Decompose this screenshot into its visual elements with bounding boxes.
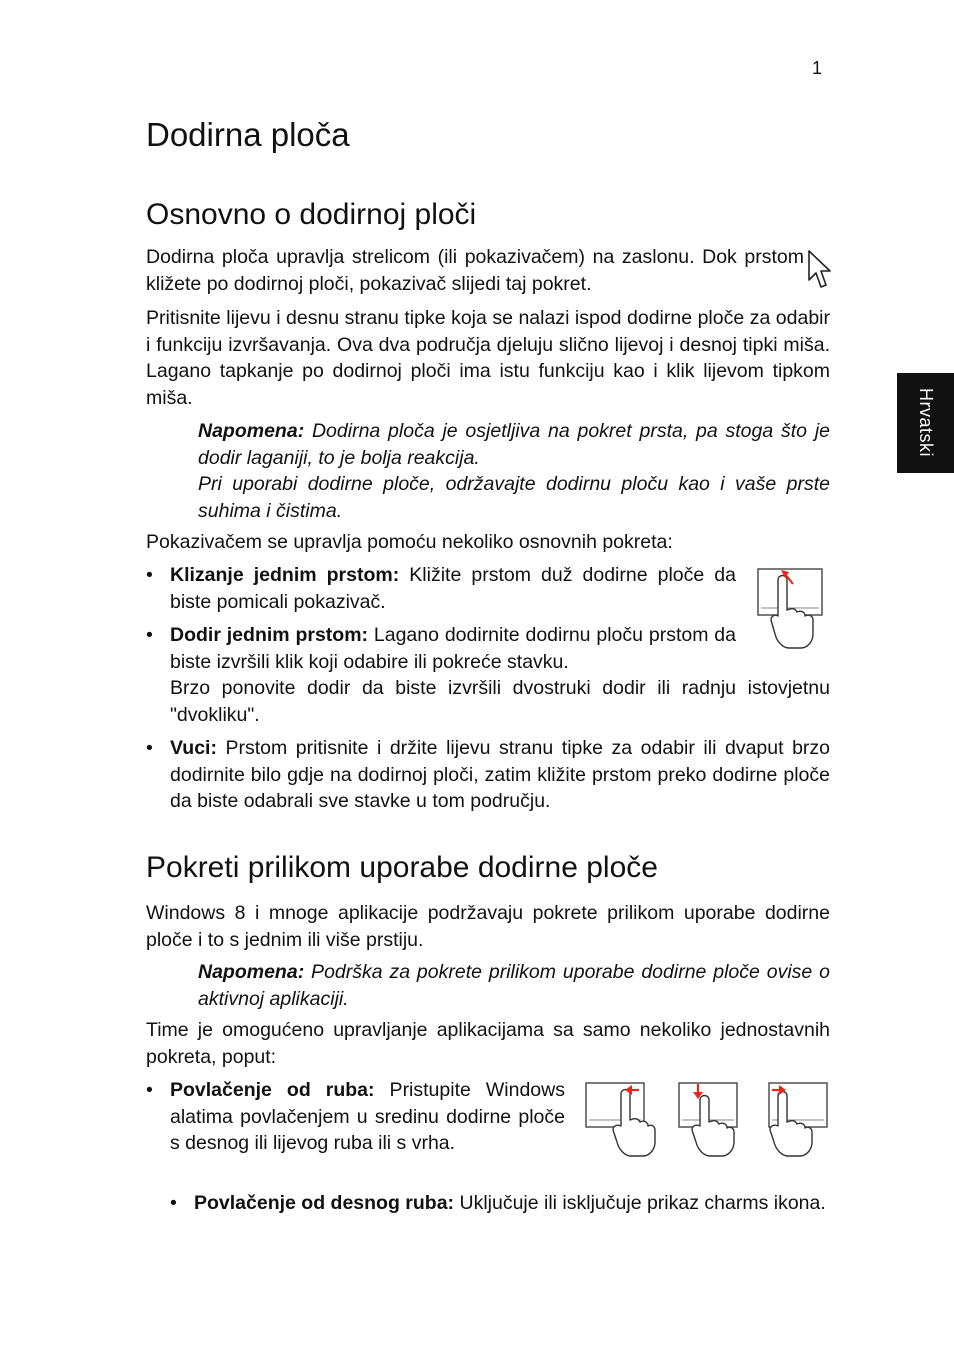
touchpad-swipe-top-edge-illustration (678, 1082, 750, 1158)
page-title: Dodirna ploča (146, 116, 350, 153)
bullet-marker: • (146, 1079, 153, 1101)
paragraph-windows8: Windows 8 i mnoge aplikacije podržavaju pokrete prilikom uporabe dodirne ploče i to s jednim ili više prstiju. (146, 902, 830, 951)
note-app-support (198, 959, 830, 1012)
bullet-marker: • (146, 624, 153, 646)
touchpad-swipe-left-edge-illustration (768, 1082, 840, 1158)
bullet-label: Vuci: (170, 737, 217, 759)
note-text: Podrška za pokrete prilikom uporabe dodirne ploče ovise o aktivnoj aplikaciji. (198, 961, 830, 1010)
touchpad-slide-illustration (757, 568, 825, 652)
language-side-tab (897, 373, 954, 473)
sub-bullet-label: Povlačenje od desnog ruba: (194, 1192, 455, 1214)
bullet-label: Povlačenje od ruba: (170, 1079, 375, 1101)
bullet-text: Kližite prstom duž dodirne ploče da biste pomicali pokazivač. (170, 564, 736, 613)
paragraph-buttons: Pritisnite lijevu i desnu stranu tipke koja se nalazi ispod dodirne ploče za odabir i funkciju izvršavanja. Ova dva područja djeluju slično lijevoj i desnoj tipki miša. Lagano tapkanje po dodirnoj ploči ima istu funkciju kao i klik lijevom tipkom miša. (146, 307, 830, 409)
bullet-single-finger-tap (170, 622, 736, 675)
bullet-text: Lagano dodirnite dodirnu ploču prstom da biste izvršili klik koji odabire ili pokreće stavku. (170, 624, 736, 673)
bullet-drag (170, 735, 830, 815)
sub-bullet-text: Uključuje ili isključuje prikaz charms ikona. (454, 1192, 826, 1214)
mouse-pointer-icon (808, 250, 832, 292)
note-label: Napomena: (198, 961, 305, 983)
note-label: Napomena: (198, 420, 305, 442)
bullet-label: Dodir jednim prstom: (170, 624, 369, 646)
bullet-text: Pristupite Windows alatima povlačenjem u sredinu dodirne ploče s desnog ili lijevog ruba ili s vrha. (170, 1079, 565, 1154)
bullet-label: Klizanje jednim prstom: (170, 564, 400, 586)
bullet-double-tap-note: Brzo ponovite dodir da biste izvršili dvostruki dodir ili radnju istovjetnu "dvokliku". (170, 677, 830, 726)
paragraph-simple-gestures: Time je omogućeno upravljanje aplikacijama sa samo nekoliko jednostavnih pokreta, poput: (146, 1019, 830, 1068)
bullet-marker: • (146, 564, 153, 586)
paragraph-intro: Dodirna ploča upravlja strelicom (ili pokazivačem) na zaslonu. Dok prstom kližete po dodirnoj ploči, pokazivač slijedi taj pokret. (146, 246, 804, 295)
sub-bullet-right-edge-swipe (194, 1190, 830, 1217)
section-heading-gestures: Pokreti prilikom uporabe dodirne ploče (146, 851, 658, 884)
bullet-edge-swipe (170, 1077, 565, 1157)
bullet-single-finger-slide (170, 562, 736, 615)
section-heading-basics: Osnovno o dodirnoj ploči (146, 198, 477, 231)
sub-bullet-marker: • (170, 1192, 177, 1214)
note-text: Dodirna ploča je osjetljiva na pokret prsta, pa stoga što je dodir laganiji, to je bolja reakcija. (198, 420, 830, 469)
bullet-text: Prstom pritisnite i držite lijevu stranu tipke za odabir ili dvaput brzo dodirnite bilo gdje na dodirnoj ploči, zatim kližite prstom preko dodirne ploče da biste odabrali sve stavke u tom području. (170, 737, 830, 812)
note-sensitivity (198, 418, 830, 471)
paragraph-gestures-intro: Pokazivačem se upravlja pomoću nekoliko osnovnih pokreta: (146, 531, 673, 553)
bullet-marker: • (146, 737, 153, 759)
page-number: 1 (812, 58, 823, 78)
language-tab-label: Hrvatski (916, 388, 936, 458)
touchpad-swipe-right-edge-illustration (585, 1082, 657, 1158)
note-dry-clean: Pri uporabi dodirne ploče, održavajte dodirnu ploču kao i vaše prste suhima i čistima. (198, 473, 830, 522)
